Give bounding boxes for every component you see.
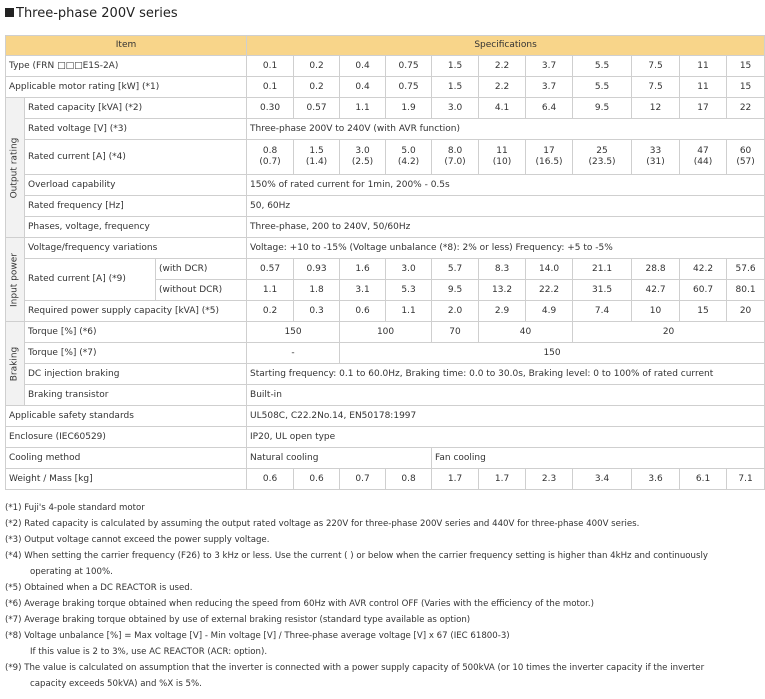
- footnote: (*8) Voltage unbalance [%] = Max voltage [V] - Min voltage [V] / Three-phase average voltage [V] x 67 (IEC 61800-3): [5, 631, 510, 641]
- rated-voltage-row: [6, 119, 765, 140]
- rated-current-value: 8.0: [447, 146, 463, 156]
- rated-current-value: 0.8: [262, 146, 278, 156]
- rated-current-cell: [247, 140, 294, 175]
- with-dcr-cell: 21.1: [573, 259, 632, 280]
- phases-label: Phases, voltage, frequency: [25, 217, 247, 238]
- torque6-row: [6, 322, 765, 343]
- mass-cell: 0.7: [340, 469, 386, 490]
- mass-cell: 0.8: [386, 469, 432, 490]
- footnote: (*3) Output voltage cannot exceed the power supply voltage.: [5, 535, 270, 545]
- rated-current-paren: (4.2): [397, 157, 420, 167]
- dc-braking-value: Starting frequency: 0.1 to 60.0Hz, Braking time: 0.0 to 30.0s, Braking level: 0 to 100% of rated current: [247, 364, 765, 385]
- type-cell: 3.7: [526, 56, 573, 77]
- with-dcr-cell: 1.6: [340, 259, 386, 280]
- output-rating-group-label: Output rating: [9, 137, 20, 198]
- rated-current-value: 25: [596, 146, 608, 156]
- rated-capacity-cell: 1.9: [386, 98, 432, 119]
- safety-label: Applicable safety standards: [6, 406, 247, 427]
- header-specifications: Specifications: [247, 36, 765, 56]
- supply-capacity-row: [6, 301, 765, 322]
- page-title: [5, 6, 178, 21]
- page-title-text: Three-phase 200V series: [16, 6, 178, 21]
- mass-row: [6, 469, 765, 490]
- dc-braking-label: DC injection braking: [25, 364, 247, 385]
- rated-capacity-cell: 3.0: [432, 98, 479, 119]
- supply-capacity-label: Required power supply capacity [kVA] (*5): [25, 301, 247, 322]
- rated-current-value: 33: [649, 146, 662, 156]
- type-cell: 0.4: [340, 56, 386, 77]
- braking-transistor-label: Braking transistor: [25, 385, 247, 406]
- footnote-continuation: If this value is 2 to 3%, use AC REACTOR (ACR: option).: [30, 647, 268, 657]
- rated-current-cell: [526, 140, 573, 175]
- rated-voltage-value: Three-phase 200V to 240V (with AVR function): [247, 119, 765, 140]
- rated-current-cell: [727, 140, 765, 175]
- rated-current-paren: (57): [736, 157, 755, 167]
- input-current-dcr-row: [6, 259, 765, 280]
- supply-capacity-cell: 2.9: [479, 301, 526, 322]
- rated-current-paren: (16.5): [535, 157, 563, 167]
- mass-cell: 2.3: [526, 469, 573, 490]
- type-cell: 2.2: [479, 56, 526, 77]
- supply-capacity-cell: 4.9: [526, 301, 573, 322]
- dc-braking-row: [6, 364, 765, 385]
- mass-cell: 3.4: [573, 469, 632, 490]
- phases-row: [6, 217, 765, 238]
- enclosure-label: Enclosure (IEC60529): [6, 427, 247, 448]
- torque7-row: [6, 343, 765, 364]
- torque6-cell: 100: [340, 322, 432, 343]
- cooling-row: [6, 448, 765, 469]
- without-dcr-cell: 22.2: [526, 280, 573, 301]
- type-label: Type (FRN □□□E1S-2A): [6, 56, 247, 77]
- motor-cell: 11: [680, 77, 727, 98]
- braking-transistor-value: Built-in: [247, 385, 765, 406]
- motor-cell: 0.75: [386, 77, 432, 98]
- supply-capacity-cell: 0.6: [340, 301, 386, 322]
- supply-capacity-cell: 0.3: [294, 301, 340, 322]
- supply-capacity-cell: 2.0: [432, 301, 479, 322]
- rated-current-cell: [432, 140, 479, 175]
- torque6-cell: 20: [573, 322, 765, 343]
- with-dcr-cell: 57.6: [727, 259, 765, 280]
- torque7-cell: -: [247, 343, 340, 364]
- footnote: (*7) Average braking torque obtained by use of external braking resistor (standard type available as option): [5, 615, 471, 625]
- with-dcr-cell: 0.57: [247, 259, 294, 280]
- rated-current-row: [6, 140, 765, 175]
- rated-capacity-cell: 17: [680, 98, 727, 119]
- motor-cell: 2.2: [479, 77, 526, 98]
- footnote: (*5) Obtained when a DC REACTOR is used.: [5, 583, 193, 593]
- type-cell: 7.5: [632, 56, 680, 77]
- rated-voltage-label: Rated voltage [V] (*3): [25, 119, 247, 140]
- rated-current-paren: (1.4): [305, 157, 328, 167]
- supply-capacity-cell: 20: [727, 301, 765, 322]
- without-dcr-cell: 42.7: [632, 280, 680, 301]
- output-rating-group: [6, 98, 25, 238]
- rated-frequency-row: [6, 196, 765, 217]
- variation-label: Voltage/frequency variations: [25, 238, 247, 259]
- rated-current-value: 1.5: [309, 146, 324, 156]
- torque6-cell: 150: [247, 322, 340, 343]
- braking-group: [6, 322, 25, 406]
- cooling-label: Cooling method: [6, 448, 247, 469]
- mass-cell: 7.1: [727, 469, 765, 490]
- table-header-row: [6, 36, 765, 56]
- without-dcr-cell: 3.1: [340, 280, 386, 301]
- without-dcr-cell: 80.1: [727, 280, 765, 301]
- without-dcr-label: (without DCR): [156, 280, 247, 301]
- footnote: (*4) When setting the carrier frequency (F26) to 3 kHz or less. Use the current ( ) or below when the carrier frequency setting is higher than 4kHz and continuously: [5, 551, 708, 561]
- type-cell: 0.1: [247, 56, 294, 77]
- rated-current-cell: [386, 140, 432, 175]
- motor-cell: 0.2: [294, 77, 340, 98]
- rated-frequency-value: 50, 60Hz: [247, 196, 765, 217]
- rated-current-cell: [294, 140, 340, 175]
- spec-table: [5, 35, 765, 490]
- with-dcr-cell: 28.8: [632, 259, 680, 280]
- rated-capacity-row: [6, 98, 765, 119]
- torque6-cell: 70: [432, 322, 479, 343]
- mass-cell: 6.1: [680, 469, 727, 490]
- rated-current-value: 60: [739, 146, 752, 156]
- mass-cell: 1.7: [479, 469, 526, 490]
- rated-capacity-cell: 4.1: [479, 98, 526, 119]
- without-dcr-cell: 5.3: [386, 280, 432, 301]
- overload-row: [6, 175, 765, 196]
- supply-capacity-cell: 15: [680, 301, 727, 322]
- mass-cell: 0.6: [294, 469, 340, 490]
- rated-current-cell: [632, 140, 680, 175]
- rated-current-cell: [680, 140, 727, 175]
- torque7-label: Torque [%] (*7): [25, 343, 247, 364]
- with-dcr-cell: 3.0: [386, 259, 432, 280]
- rated-current-paren: (31): [646, 157, 665, 167]
- header-item: Item: [6, 36, 247, 56]
- rated-capacity-cell: 1.1: [340, 98, 386, 119]
- rated-current-cell: [573, 140, 632, 175]
- type-cell: 11: [680, 56, 727, 77]
- input-power-group-label: Input power: [9, 252, 20, 307]
- mass-cell: 0.6: [247, 469, 294, 490]
- safety-value: UL508C, C22.2No.14, EN50178:1997: [247, 406, 765, 427]
- rated-frequency-label: Rated frequency [Hz]: [25, 196, 247, 217]
- footnote: (*1) Fuji's 4-pole standard motor: [5, 503, 145, 513]
- mass-cell: 3.6: [632, 469, 680, 490]
- without-dcr-cell: 31.5: [573, 280, 632, 301]
- with-dcr-label: (with DCR): [156, 259, 247, 280]
- without-dcr-cell: 13.2: [479, 280, 526, 301]
- type-row: [6, 56, 765, 77]
- rated-capacity-cell: 22: [727, 98, 765, 119]
- braking-group-label: Braking: [9, 346, 20, 381]
- motor-cell: 0.4: [340, 77, 386, 98]
- with-dcr-cell: 5.7: [432, 259, 479, 280]
- rated-current-value: 11: [496, 146, 508, 156]
- rated-capacity-cell: 9.5: [573, 98, 632, 119]
- motor-cell: 5.5: [573, 77, 632, 98]
- rated-current-paren: (44): [693, 157, 713, 167]
- with-dcr-cell: 14.0: [526, 259, 573, 280]
- rated-current-cell: [340, 140, 386, 175]
- rated-capacity-cell: 0.30: [247, 98, 294, 119]
- rated-capacity-label: Rated capacity [kVA] (*2): [25, 98, 247, 119]
- without-dcr-cell: 1.8: [294, 280, 340, 301]
- motor-cell: 0.1: [247, 77, 294, 98]
- supply-capacity-cell: 10: [632, 301, 680, 322]
- motor-cell: 7.5: [632, 77, 680, 98]
- rated-capacity-cell: 6.4: [526, 98, 573, 119]
- mass-label: Weight / Mass [kg]: [6, 469, 247, 490]
- braking-transistor-row: [6, 385, 765, 406]
- overload-value: 150% of rated current for 1min, 200% - 0.5s: [247, 175, 765, 196]
- rated-capacity-cell: 0.57: [294, 98, 340, 119]
- motor-cell: 1.5: [432, 77, 479, 98]
- variation-row: [6, 238, 765, 259]
- without-dcr-cell: 9.5: [432, 280, 479, 301]
- footnote: (*6) Average braking torque obtained when reducing the speed from 60Hz with AVR control OFF (Varies with the efficiency of the motor.): [5, 599, 594, 609]
- torque6-label: Torque [%] (*6): [25, 322, 247, 343]
- variation-value: Voltage: +10 to -15% (Voltage unbalance (*8): 2% or less) Frequency: +5 to -5%: [247, 238, 765, 259]
- enclosure-value: IP20, UL open type: [247, 427, 765, 448]
- type-cell: 0.2: [294, 56, 340, 77]
- footnote-continuation: capacity exceeds 50kVA) and %X is 5%.: [30, 679, 202, 689]
- with-dcr-cell: 0.93: [294, 259, 340, 280]
- supply-capacity-cell: 0.2: [247, 301, 294, 322]
- supply-capacity-cell: 7.4: [573, 301, 632, 322]
- rated-current-paren: (0.7): [259, 157, 281, 167]
- motor-cell: 15: [727, 77, 765, 98]
- motor-label: Applicable motor rating [kW] (*1): [6, 77, 247, 98]
- footnote-continuation: operating at 100%.: [30, 567, 113, 577]
- overload-label: Overload capability: [25, 175, 247, 196]
- safety-row: [6, 406, 765, 427]
- type-cell: 15: [727, 56, 765, 77]
- type-cell: 1.5: [432, 56, 479, 77]
- without-dcr-cell: 60.7: [680, 280, 727, 301]
- motor-cell: 3.7: [526, 77, 573, 98]
- rated-current-paren: (7.0): [444, 157, 466, 167]
- motor-row: [6, 77, 765, 98]
- rated-current-value: 17: [543, 146, 555, 156]
- input-power-group: [6, 238, 25, 322]
- rated-current-value: 3.0: [355, 146, 370, 156]
- rated-current-paren: (2.5): [351, 157, 374, 167]
- rated-current-label: Rated current [A] (*4): [25, 140, 247, 175]
- cooling-fan: Fan cooling: [432, 448, 765, 469]
- input-current-label: Rated current [A] (*9): [25, 259, 156, 301]
- with-dcr-cell: 42.2: [680, 259, 727, 280]
- supply-capacity-cell: 1.1: [386, 301, 432, 322]
- rated-current-cell: [479, 140, 526, 175]
- rated-capacity-cell: 12: [632, 98, 680, 119]
- rated-current-paren: (10): [492, 157, 512, 167]
- torque7-cell: 150: [340, 343, 765, 364]
- square-bullet-icon: [5, 8, 14, 17]
- mass-cell: 1.7: [432, 469, 479, 490]
- enclosure-row: [6, 427, 765, 448]
- with-dcr-cell: 8.3: [479, 259, 526, 280]
- rated-current-value: 47: [697, 146, 709, 156]
- footnote: (*9) The value is calculated on assumption that the inverter is connected with a power supply capacity of 500kVA (or 10 times the inverter capacity if the inverter: [5, 663, 705, 673]
- footnote: (*2) Rated capacity is calculated by assuming the output rated voltage as 220V for three-phase 200V series and 440V for three-phase 400V series.: [5, 519, 640, 529]
- without-dcr-cell: 1.1: [247, 280, 294, 301]
- phases-value: Three-phase, 200 to 240V, 50/60Hz: [247, 217, 765, 238]
- torque6-cell: 40: [479, 322, 573, 343]
- type-cell: 0.75: [386, 56, 432, 77]
- type-cell: 5.5: [573, 56, 632, 77]
- footnotes: [5, 500, 760, 692]
- cooling-natural: Natural cooling: [247, 448, 432, 469]
- rated-current-paren: (23.5): [588, 157, 616, 167]
- rated-current-value: 5.0: [401, 146, 416, 156]
